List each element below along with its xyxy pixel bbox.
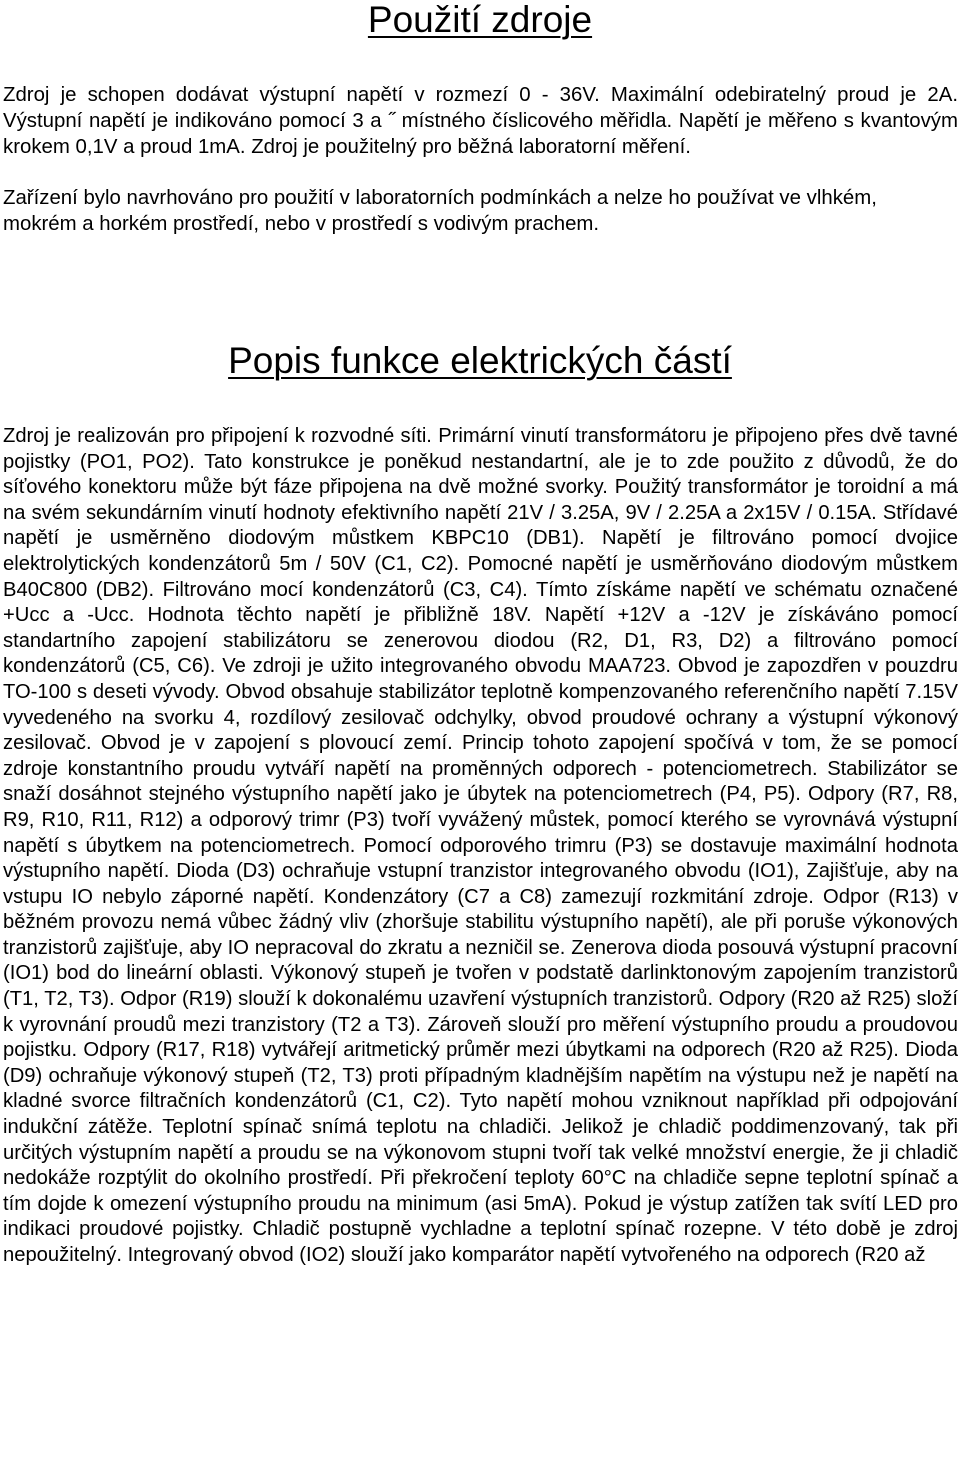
section-title-function: Popis funkce elektrických částí: [228, 340, 732, 381]
function-paragraph: Zdroj je realizován pro připojení k rozvodné síti. Primární vinutí transformátoru je připojeno přes dvě tavné pojistky (PO1, PO2). Tato konstrukce je poněkud nestandartní, ale je to zde použito z důvodů, že do síťového konektoru může být fáze připojena na dvě možné svorky. Použitý transformátor je toroidní a má na svém sekundárním vinutí hodnoty efektivního napětí 21V / 3.25A, 9V / 2.25A a 2x15V / 0.15A. Střídavé napětí je usměrněno diodovým můstkem KBPC10 (DB1). Napětí je filtrováno pomocí dvojice elektrolytických kondenzátorů 5m / 50V (C1, C2). Pomocné napětí je usměrňováno diodovým můstkem B40C800 (DB2). Filtrováno mocí kondenzátorů (C3, C4). Tímto získáme napětí ve schématu označené +Ucc a -Ucc. Hodnota těchto napětí je přibližně 18V. Napětí +12V a -12V je získáváno pomocí standartního zapojení stabilizátoru se zenerovou diodou (R2, D1, R3, D2) a filtrováno pomocí kondenzátorů (C5, C6). Ve zdroji je užito integrovaného obvodu MAA723. Obvod je zapozdřen v pouzdru TO-100 s deseti vývody. Obvod obsahuje stabilizátor teplotně kompenzovaného referenčního napětí 7.15V vyvedeného na svorku 4, rozdílový zesilovač odchylky, obvod proudové ochrany a výstupní výkonový zesilovač. Obvod je v zapojení s plovoucí zemí. Princip tohoto zapojení spočívá v tom, že se pomocí zdroje konstantního proudu vytváří napětí na proměnných odporech - potenciometrech. Stabilizátor se snaží dosáhnot stejného výstupního napětí jako je úbytek na potenciometrech (P4, P5). Odpory (R7, R8, R9, R10, R11, R12) a odporový trimr (P3) tvoří vyvážený můstek, pomocí kterého se vyrovnává výstupní napětí s úbytkem na potenciometrech. Pomocí odporového trimru (P3) se dostavuje maximální hodnota výstupního napětí. Dioda (D3) ochraňuje vstupní tranzistor integrovaného obvodu (IO1), Zajišťuje, aby na vstupu IO nebylo záporné napětí. Kondenzátory (C7 a C8) zamezují rozkmitání zdroje. Odpor (R13) v běžném provozu nemá vůbec žádný vliv (zhoršuje stabilitu výstupního napětí), ale při poruše výkonových tranzistorů zajišťuje, aby IO nepracoval do zkratu a nezničil se. Zenerova dioda posouvá výstupní pracovní (IO1) bod do lineární oblasti. Výkonový stupeň je tvořen v podstatě darlinktonovým zapojením tranzistorů (T1, T2, T3). Odpor (R19) slouží k dokonalému uzavření výstupních tranzistorů. Odpory (R20 až R25) složí k vyrovnání proudů mezi tranzistory (T2 a T3). Zároveň slouží pro měření výstupního proudu a proudovou pojistku. Odpory (R17, R18) vytvářejí aritmetický průměr mezi úbytkami na odporech (R20 až R25). Dioda (D9) ochraňuje výkonový stupeň (T2, T3) proti případným kladnějším napětím na výstupu než je napětí na kladné svorce filtračních kondenzátorů (C1, C2). Tyto napětí mohou vzniknout například při odpojování indukční zátěže. Teplotní spínač snímá teplotu na chladiči. Jelikož je chladič poddimenzovaný, tak při určitých výstupním napětí a proudu se na výkonovom stupni tvoří tak velké množství energie, že ji chladič nedokáže rozptýlit do okolního prostředí. Při překročení teploty 60°C na chladiče sepne teplotní spínač a tím dojde k omezení výstupního proudu na minimum (asi 5mA). Pokud je výstup zatížen tak svítí LED pro indikaci proudové pojistky. Chladič postupně vychladne a teplotní spínač rozepne. V této době je zdroj nepoužitelný. Integrovaný obvod (IO2) slouží jako komparátor napětí vytvořeného na odporech (R20 až: [3, 425, 958, 1266]
section-title-usage: Použití zdroje: [367, 0, 593, 40]
usage-paragraph-specs: Zdroj je schopen dodávat výstupní napětí v rozmezí 0 - 36V. Maximální odebiratelný proud je 2A. Výstupní napětí je indikováno pomocí 3 a ˝ místného číslicového měřidla. Napětí je měřeno s kvantovým krokem 0,1V a proud 1mA. Zdroj je použitelný pro běžná laboratorní měření.: [3, 84, 958, 158]
usage-paragraph-environment: Zařízení bylo navrhováno pro použití v laboratorních podmínkách a nelze ho používat ve vlhkém, mokrém a horkém prostředí, nebo v prostředí s vodivým prachem.: [3, 187, 877, 235]
